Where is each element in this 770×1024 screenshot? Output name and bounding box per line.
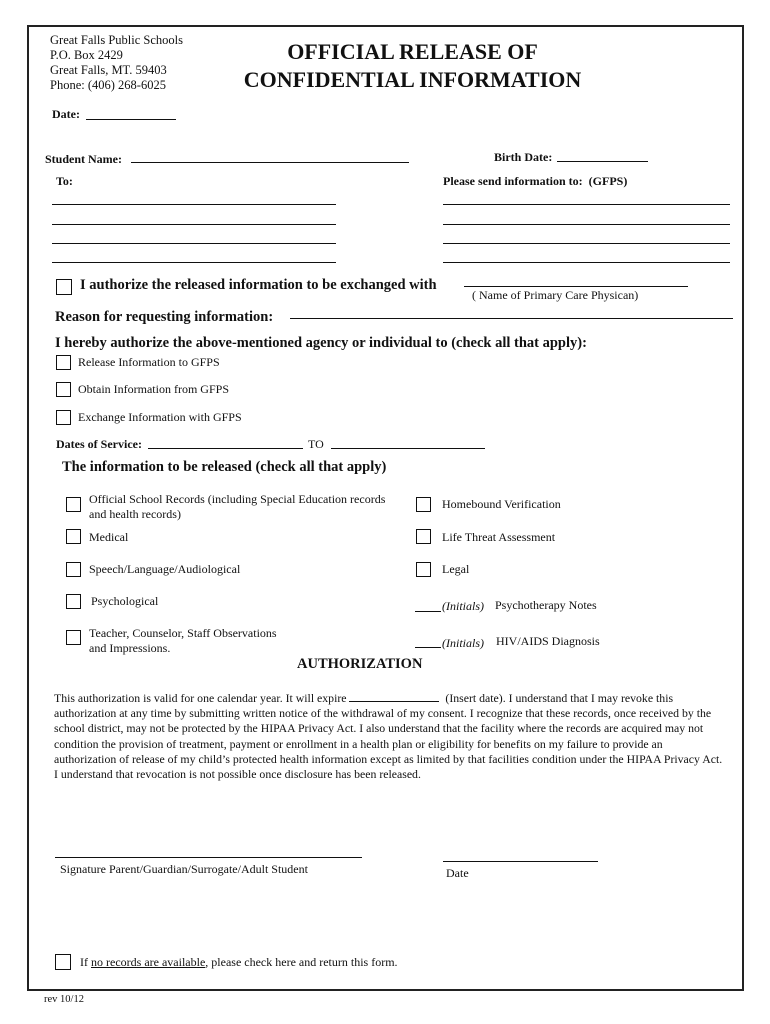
psychological-label: Psychological bbox=[91, 594, 159, 608]
exchange-with-gfps-label: Exchange Information with GFPS bbox=[78, 410, 242, 424]
exchange-with-gfps-checkbox[interactable] bbox=[56, 410, 71, 425]
no-records-text bbox=[80, 955, 398, 970]
physician-caption: ( Name of Primary Care Physican) bbox=[472, 288, 639, 302]
authorization-heading: AUTHORIZATION bbox=[297, 656, 423, 672]
medical-label: Medical bbox=[89, 530, 129, 544]
send-to-line-2[interactable] bbox=[443, 224, 730, 225]
to-line-2[interactable] bbox=[52, 224, 336, 225]
speech-checkbox[interactable] bbox=[66, 562, 81, 577]
life-threat-label: Life Threat Assessment bbox=[442, 530, 556, 544]
no-records-checkbox[interactable] bbox=[55, 954, 71, 970]
obtain-from-gfps-checkbox[interactable] bbox=[56, 382, 71, 397]
reason-label: Reason for requesting information: bbox=[55, 309, 274, 325]
release-to-gfps-checkbox[interactable] bbox=[56, 355, 71, 370]
authorize-exchange-checkbox[interactable] bbox=[56, 279, 72, 295]
send-to-value: (GFPS) bbox=[588, 174, 628, 188]
school-records-line: Official School Records (including Special Education records bbox=[89, 492, 386, 506]
release-to-gfps-label: Release Information to GFPS bbox=[78, 355, 220, 369]
signature-label: Signature Parent/Guardian/Surrogate/Adult Student bbox=[60, 862, 308, 876]
hiv-label: HIV/AIDS Diagnosis bbox=[496, 634, 600, 648]
service-start-field[interactable] bbox=[148, 448, 303, 449]
address-line: Phone: (406) 268-6025 bbox=[50, 78, 166, 92]
legal-checkbox[interactable] bbox=[416, 562, 431, 577]
hiv-initials-field[interactable] bbox=[415, 647, 441, 648]
agency-heading: I hereby authorize the above-mentioned agency or individual to (check all that apply): bbox=[55, 335, 587, 351]
signature-field[interactable] bbox=[55, 857, 362, 858]
title-line: CONFIDENTIAL INFORMATION bbox=[243, 67, 582, 92]
send-to-label bbox=[443, 174, 627, 189]
form-title bbox=[225, 38, 600, 94]
to-line-3[interactable] bbox=[52, 243, 336, 244]
address-line: Great Falls Public Schools bbox=[50, 33, 183, 47]
hiv-initials-label: (Initials) bbox=[442, 636, 484, 650]
authorization-text-start: This authorization is valid for one calendar year. It will expire bbox=[54, 691, 347, 705]
teacher-observations-line: and Impressions. bbox=[89, 641, 171, 655]
life-threat-checkbox[interactable] bbox=[416, 529, 431, 544]
teacher-observations-line: Teacher, Counselor, Staff Observations bbox=[89, 626, 277, 640]
to-label: To: bbox=[56, 174, 73, 188]
send-to-line-3[interactable] bbox=[443, 243, 730, 244]
speech-label: Speech/Language/Audiological bbox=[89, 562, 241, 576]
reason-field[interactable] bbox=[290, 318, 733, 319]
school-records-line: and health records) bbox=[89, 507, 181, 521]
to-line-1[interactable] bbox=[52, 204, 336, 205]
revision-label: rev 10/12 bbox=[44, 994, 84, 1005]
address-line: Great Falls, MT. 59403 bbox=[50, 63, 167, 77]
birth-date-label: Birth Date: bbox=[494, 150, 553, 164]
student-name-label: Student Name: bbox=[45, 152, 122, 166]
psychotherapy-label: Psychotherapy Notes bbox=[495, 598, 597, 612]
psychotherapy-initials-label: (Initials) bbox=[442, 599, 484, 613]
no-records-underlined: no records are available bbox=[91, 955, 206, 969]
authorization-text-rest: (Insert date). I understand that I may revoke this authorization at any time by submitting written notice of the withdrawal of my consent. I recognize that these records, once received by the school district, may not be protected by the HIPAA Privacy Act. I also understand that the facility where the records are acquired may not condition the provision of treatment, payment or enrollment in a health plan or eligibility for benefits on my failure to provide an authorization of release of my child’s protected health information except as limited by that facilities condition under the HIPAA Privacy Act. I understand that revocation is not possible once disclosure has been released. bbox=[54, 691, 723, 782]
service-to-label: TO bbox=[308, 437, 324, 451]
psychological-checkbox[interactable] bbox=[66, 594, 81, 609]
school-address bbox=[50, 33, 183, 93]
school-records-label bbox=[89, 492, 385, 522]
signature-date-field[interactable] bbox=[443, 861, 598, 862]
teacher-observations-checkbox[interactable] bbox=[66, 630, 81, 645]
expire-date-field[interactable] bbox=[349, 691, 439, 702]
signature-date-label: Date bbox=[446, 866, 469, 880]
send-to-line-4[interactable] bbox=[443, 262, 730, 263]
authorize-exchange-label: I authorize the released information to be exchanged with bbox=[80, 277, 437, 293]
send-to-text: Please send information to: bbox=[443, 174, 583, 188]
service-end-field[interactable] bbox=[331, 448, 485, 449]
physician-field[interactable] bbox=[464, 286, 688, 287]
medical-checkbox[interactable] bbox=[66, 529, 81, 544]
legal-label: Legal bbox=[442, 562, 470, 576]
send-to-line-1[interactable] bbox=[443, 204, 730, 205]
dates-of-service-label: Dates of Service: bbox=[56, 437, 142, 451]
date-label: Date: bbox=[52, 107, 80, 121]
teacher-observations-label bbox=[89, 626, 277, 656]
homebound-label: Homebound Verification bbox=[442, 497, 561, 511]
no-records-prefix: If bbox=[80, 955, 91, 969]
to-line-4[interactable] bbox=[52, 262, 336, 263]
address-line: P.O. Box 2429 bbox=[50, 48, 123, 62]
authorization-text bbox=[54, 691, 724, 782]
obtain-from-gfps-label: Obtain Information from GFPS bbox=[78, 382, 229, 396]
date-field[interactable] bbox=[86, 119, 176, 120]
school-records-checkbox[interactable] bbox=[66, 497, 81, 512]
info-heading: The information to be released (check all that apply) bbox=[62, 459, 387, 475]
psychotherapy-initials-field[interactable] bbox=[415, 611, 441, 612]
student-name-field[interactable] bbox=[131, 162, 409, 163]
title-line: OFFICIAL RELEASE OF bbox=[287, 39, 538, 64]
no-records-suffix: , please check here and return this form. bbox=[205, 955, 398, 969]
birth-date-field[interactable] bbox=[557, 161, 648, 162]
homebound-checkbox[interactable] bbox=[416, 497, 431, 512]
